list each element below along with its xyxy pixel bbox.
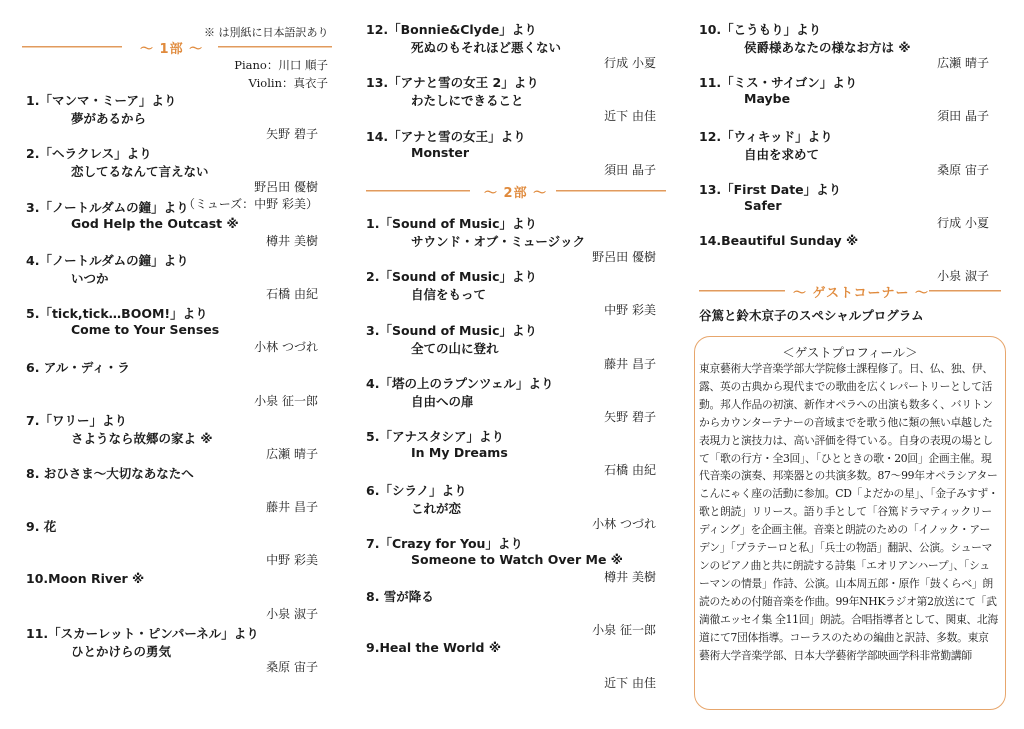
program-item-performer: 小泉 征一郎 bbox=[254, 393, 318, 408]
guest-divider bbox=[695, 282, 1001, 301]
program-item-title: 3.「ノートルダムの鐘」より bbox=[26, 199, 189, 215]
program-item-performer: 近下 由佳 bbox=[604, 109, 656, 124]
divider-line-left bbox=[22, 46, 122, 48]
program-item-performer: 樽井 美樹 bbox=[604, 569, 656, 584]
program-item-performer: 中野 彩美 bbox=[266, 553, 318, 568]
program-item bbox=[362, 267, 660, 320]
program-item-title: 13.「アナと雪の女王 2」より bbox=[366, 75, 539, 91]
program-item-song: ひとかけらの勇気 bbox=[71, 644, 172, 659]
program-item bbox=[362, 427, 660, 480]
program-item-song: さようなら故郷の家よ ※ bbox=[71, 430, 213, 446]
program-item-title: 6. アル・ディ・ラ bbox=[26, 359, 130, 375]
program-item-performer: 桑原 宙子 bbox=[937, 162, 989, 177]
program-item-performer: 小林 つづれ bbox=[592, 516, 656, 531]
program-item-performer: 行成 小夏 bbox=[937, 215, 989, 230]
program-item-title: 1.「マンマ・ミーア」より bbox=[26, 93, 177, 108]
program-item bbox=[22, 411, 332, 464]
divider-line-right bbox=[929, 290, 1001, 292]
program-item bbox=[22, 624, 332, 677]
program-item-performer: 小泉 征一郎 bbox=[592, 623, 656, 638]
program-item-performer: 中野 彩美 bbox=[604, 303, 656, 318]
program-item-title: 12.「ウィキッド」より bbox=[699, 128, 833, 144]
program-item bbox=[22, 91, 332, 144]
piano-credit: Piano：川口 順子 bbox=[234, 58, 328, 72]
translation-note: ※ は別紙に日本語訳あり bbox=[204, 26, 329, 39]
program-item-title: 3.「Sound of Music」より bbox=[366, 322, 537, 338]
program-item-song: 自信をもって bbox=[411, 287, 487, 303]
program-item-song: サウンド・オブ・ミュージック bbox=[411, 234, 586, 249]
program-item-performer: 桑原 宙子 bbox=[266, 660, 318, 674]
program-item bbox=[362, 127, 660, 180]
program-item-title: 7.「ワリー」より bbox=[26, 412, 127, 428]
program-item-performer: 野呂田 優樹 bbox=[592, 250, 656, 264]
program-item-title: 14.Beautiful Sunday ※ bbox=[699, 233, 859, 249]
guest-profile-box bbox=[694, 336, 1006, 710]
program-item-performer: 藤井 昌子 bbox=[604, 356, 656, 371]
program-item-performer: 矢野 碧子 bbox=[266, 127, 318, 141]
program-item-title: 8. 雪が降る bbox=[366, 589, 434, 605]
program-item bbox=[695, 233, 995, 286]
program-item bbox=[22, 464, 332, 517]
program-item-title: 1.「Sound of Music」より bbox=[366, 216, 537, 231]
part1-divider bbox=[22, 38, 332, 57]
program-item-title: 6.「シラノ」より bbox=[366, 482, 467, 498]
program-item-performer: 小林 つづれ bbox=[254, 340, 318, 355]
program-item-title: 10.「こうもり」より bbox=[699, 22, 822, 37]
program-item-performer: 須田 晶子 bbox=[937, 109, 989, 124]
program-item-performer: 小泉 淑子 bbox=[937, 269, 989, 284]
program-item-title: 11.「スカーレット・ピンパーネル」より bbox=[26, 626, 259, 641]
program-item bbox=[695, 127, 995, 180]
program-item bbox=[22, 251, 332, 304]
program-item-song: Come to Your Senses bbox=[71, 322, 220, 338]
program-item bbox=[362, 587, 660, 640]
program-item-title: 8. おひさま～大切なあなたへ bbox=[26, 466, 194, 482]
program-item-song: In My Dreams bbox=[411, 445, 508, 461]
divider-line-right bbox=[556, 190, 666, 192]
program-item bbox=[695, 73, 995, 126]
program-item-title: 9.Heal the World ※ bbox=[366, 640, 501, 656]
program-item-song: Safer bbox=[744, 197, 782, 213]
part1-heading: ～ 1部 ～ bbox=[140, 42, 204, 57]
program-item bbox=[22, 198, 332, 251]
program-item-title: 12.「Bonnie&Clyde」より bbox=[366, 22, 537, 37]
program-item-song: Maybe bbox=[744, 91, 791, 107]
program-item-song: 死ぬのもそれほど悪くない bbox=[411, 40, 562, 55]
program-item-title: 4.「ノートルダムの鐘」より bbox=[26, 252, 189, 268]
guest-program-title: 谷篤と鈴木京子のスペシャルプログラム bbox=[699, 308, 924, 323]
program-item-title: 13.「First Date」より bbox=[699, 181, 842, 197]
program-item bbox=[22, 571, 332, 624]
program-item-performer: 野呂田 優樹 bbox=[254, 180, 318, 195]
program-item-title: 2.「Sound of Music」より bbox=[366, 269, 537, 285]
program-item-performer: 樽井 美樹 bbox=[266, 233, 318, 248]
part2-divider bbox=[362, 182, 666, 201]
program-item-performer: 広瀬 晴子 bbox=[266, 446, 318, 461]
program-item-note: （ミューズ：中野 彩美） bbox=[183, 197, 318, 212]
program-item-song: 恋してるなんて言えない bbox=[71, 164, 209, 180]
violin-credit: Violin：真衣子 bbox=[248, 76, 328, 90]
program-item bbox=[362, 20, 660, 73]
program-item bbox=[362, 640, 660, 693]
program-item bbox=[362, 214, 660, 267]
program-item-performer: 石橋 由紀 bbox=[604, 463, 656, 478]
program-item-title: 9. 花 bbox=[26, 519, 57, 535]
divider-line-left bbox=[699, 290, 785, 292]
program-item bbox=[362, 321, 660, 374]
program-item-title: 11.「ミス・サイゴン」より bbox=[699, 75, 858, 91]
program-item-song: 自由への扉 bbox=[411, 393, 474, 409]
program-item-song: Monster bbox=[411, 144, 469, 160]
program-item-title: 5.「tick,tick…BOOM!」より bbox=[26, 306, 208, 322]
program-item-performer: 近下 由佳 bbox=[604, 676, 656, 691]
program-item-performer: 小泉 淑子 bbox=[266, 606, 318, 621]
program-item bbox=[22, 517, 332, 570]
program-item-performer: 須田 晶子 bbox=[604, 162, 656, 177]
program-item-title: 2.「ヘラクレス」より bbox=[26, 146, 152, 162]
program-item bbox=[695, 180, 995, 233]
program-item-song: 全ての山に登れ bbox=[411, 340, 499, 356]
program-item-title: 4.「塔の上のラプンツェル」より bbox=[366, 375, 554, 391]
guest-profile-text: 東京藝術大学音楽学部大学院修士課程修了。日、仏、独、伊、露、英の古典から現代までの歌曲を広くレパートリーとして活動。邦人作品の初演、新作オペラへの出演も数多く、バリトンからカウンターテナーの音域までを歌う他に類の無い卓越した表現力と演技力は、高い評価を得ている。自身の表現の場として「歌の行方・全3回」、「ひとときの歌・20回」企画主催。現代音楽の演奏、邦楽器との共演多数。87～99年オペラシアターこんにゃく座の活動に参加。CD「よだかの星」、「金子みすず・歌と朗読」リリース。語り手として「谷篤ドラマティックリーディング」を企画主催。音楽と朗読のための「イノック・アーデン」「プラテーロと私」「兵士の物語」翻訳、公演。シューマンのピアノ曲と共に朗読する詩集「エオリアンハープ」、「シューマンの情景」作詩、公演。山本周五郎・原作「鼓くらべ」朗読のための付随音楽を作曲。99年NHKラジオ第2放送にて「武満徹エッセイ集 全11回」朗読。合唱指導者として、関東、北海道にて7団体指導。コーラスのための編曲と訳詩、多数。東京藝術大学音楽学部、日本大学藝術学部映画学科非常勤講師 bbox=[699, 362, 999, 662]
program-item bbox=[362, 534, 660, 587]
guest-heading: ～ ゲストコーナー ～ bbox=[793, 286, 930, 301]
program-item-song: いつか bbox=[71, 270, 109, 286]
divider-line-left bbox=[366, 190, 470, 192]
program-item-performer: 石橋 由紀 bbox=[266, 286, 318, 301]
program-item-song: 侯爵様あなたの様なお方は ※ bbox=[744, 40, 911, 55]
program-item-song: これが恋 bbox=[411, 500, 462, 516]
divider-line-right bbox=[218, 46, 332, 48]
guest-profile-heading: ＜ゲストプロフィール＞ bbox=[782, 345, 918, 360]
program-item-song: 夢があるから bbox=[71, 111, 147, 126]
program-item-title: 14.「アナと雪の女王」より bbox=[366, 128, 526, 144]
program-item-song: God Help the Outcast ※ bbox=[71, 215, 239, 231]
program-item-song: 自由を求めて bbox=[744, 146, 820, 162]
program-item bbox=[22, 304, 332, 357]
program-item bbox=[695, 20, 995, 73]
program-item-performer: 藤井 昌子 bbox=[266, 500, 318, 515]
program-item-title: 7.「Crazy for You」より bbox=[366, 535, 523, 551]
program-item-performer: 行成 小夏 bbox=[604, 56, 656, 70]
program-item-title: 10.Moon River ※ bbox=[26, 570, 145, 586]
part2-heading: ～ 2部 ～ bbox=[484, 186, 548, 201]
program-item bbox=[362, 374, 660, 427]
program-item-song: わたしにできること bbox=[411, 93, 524, 109]
program-item bbox=[362, 481, 660, 534]
program-item-title: 5.「アナスタシア」より bbox=[366, 429, 504, 445]
program-item bbox=[22, 358, 332, 411]
program-item-performer: 広瀬 晴子 bbox=[937, 56, 989, 70]
program-item-performer: 矢野 碧子 bbox=[604, 409, 656, 424]
program-item-song: Someone to Watch Over Me ※ bbox=[411, 551, 623, 567]
program-item bbox=[362, 73, 660, 126]
